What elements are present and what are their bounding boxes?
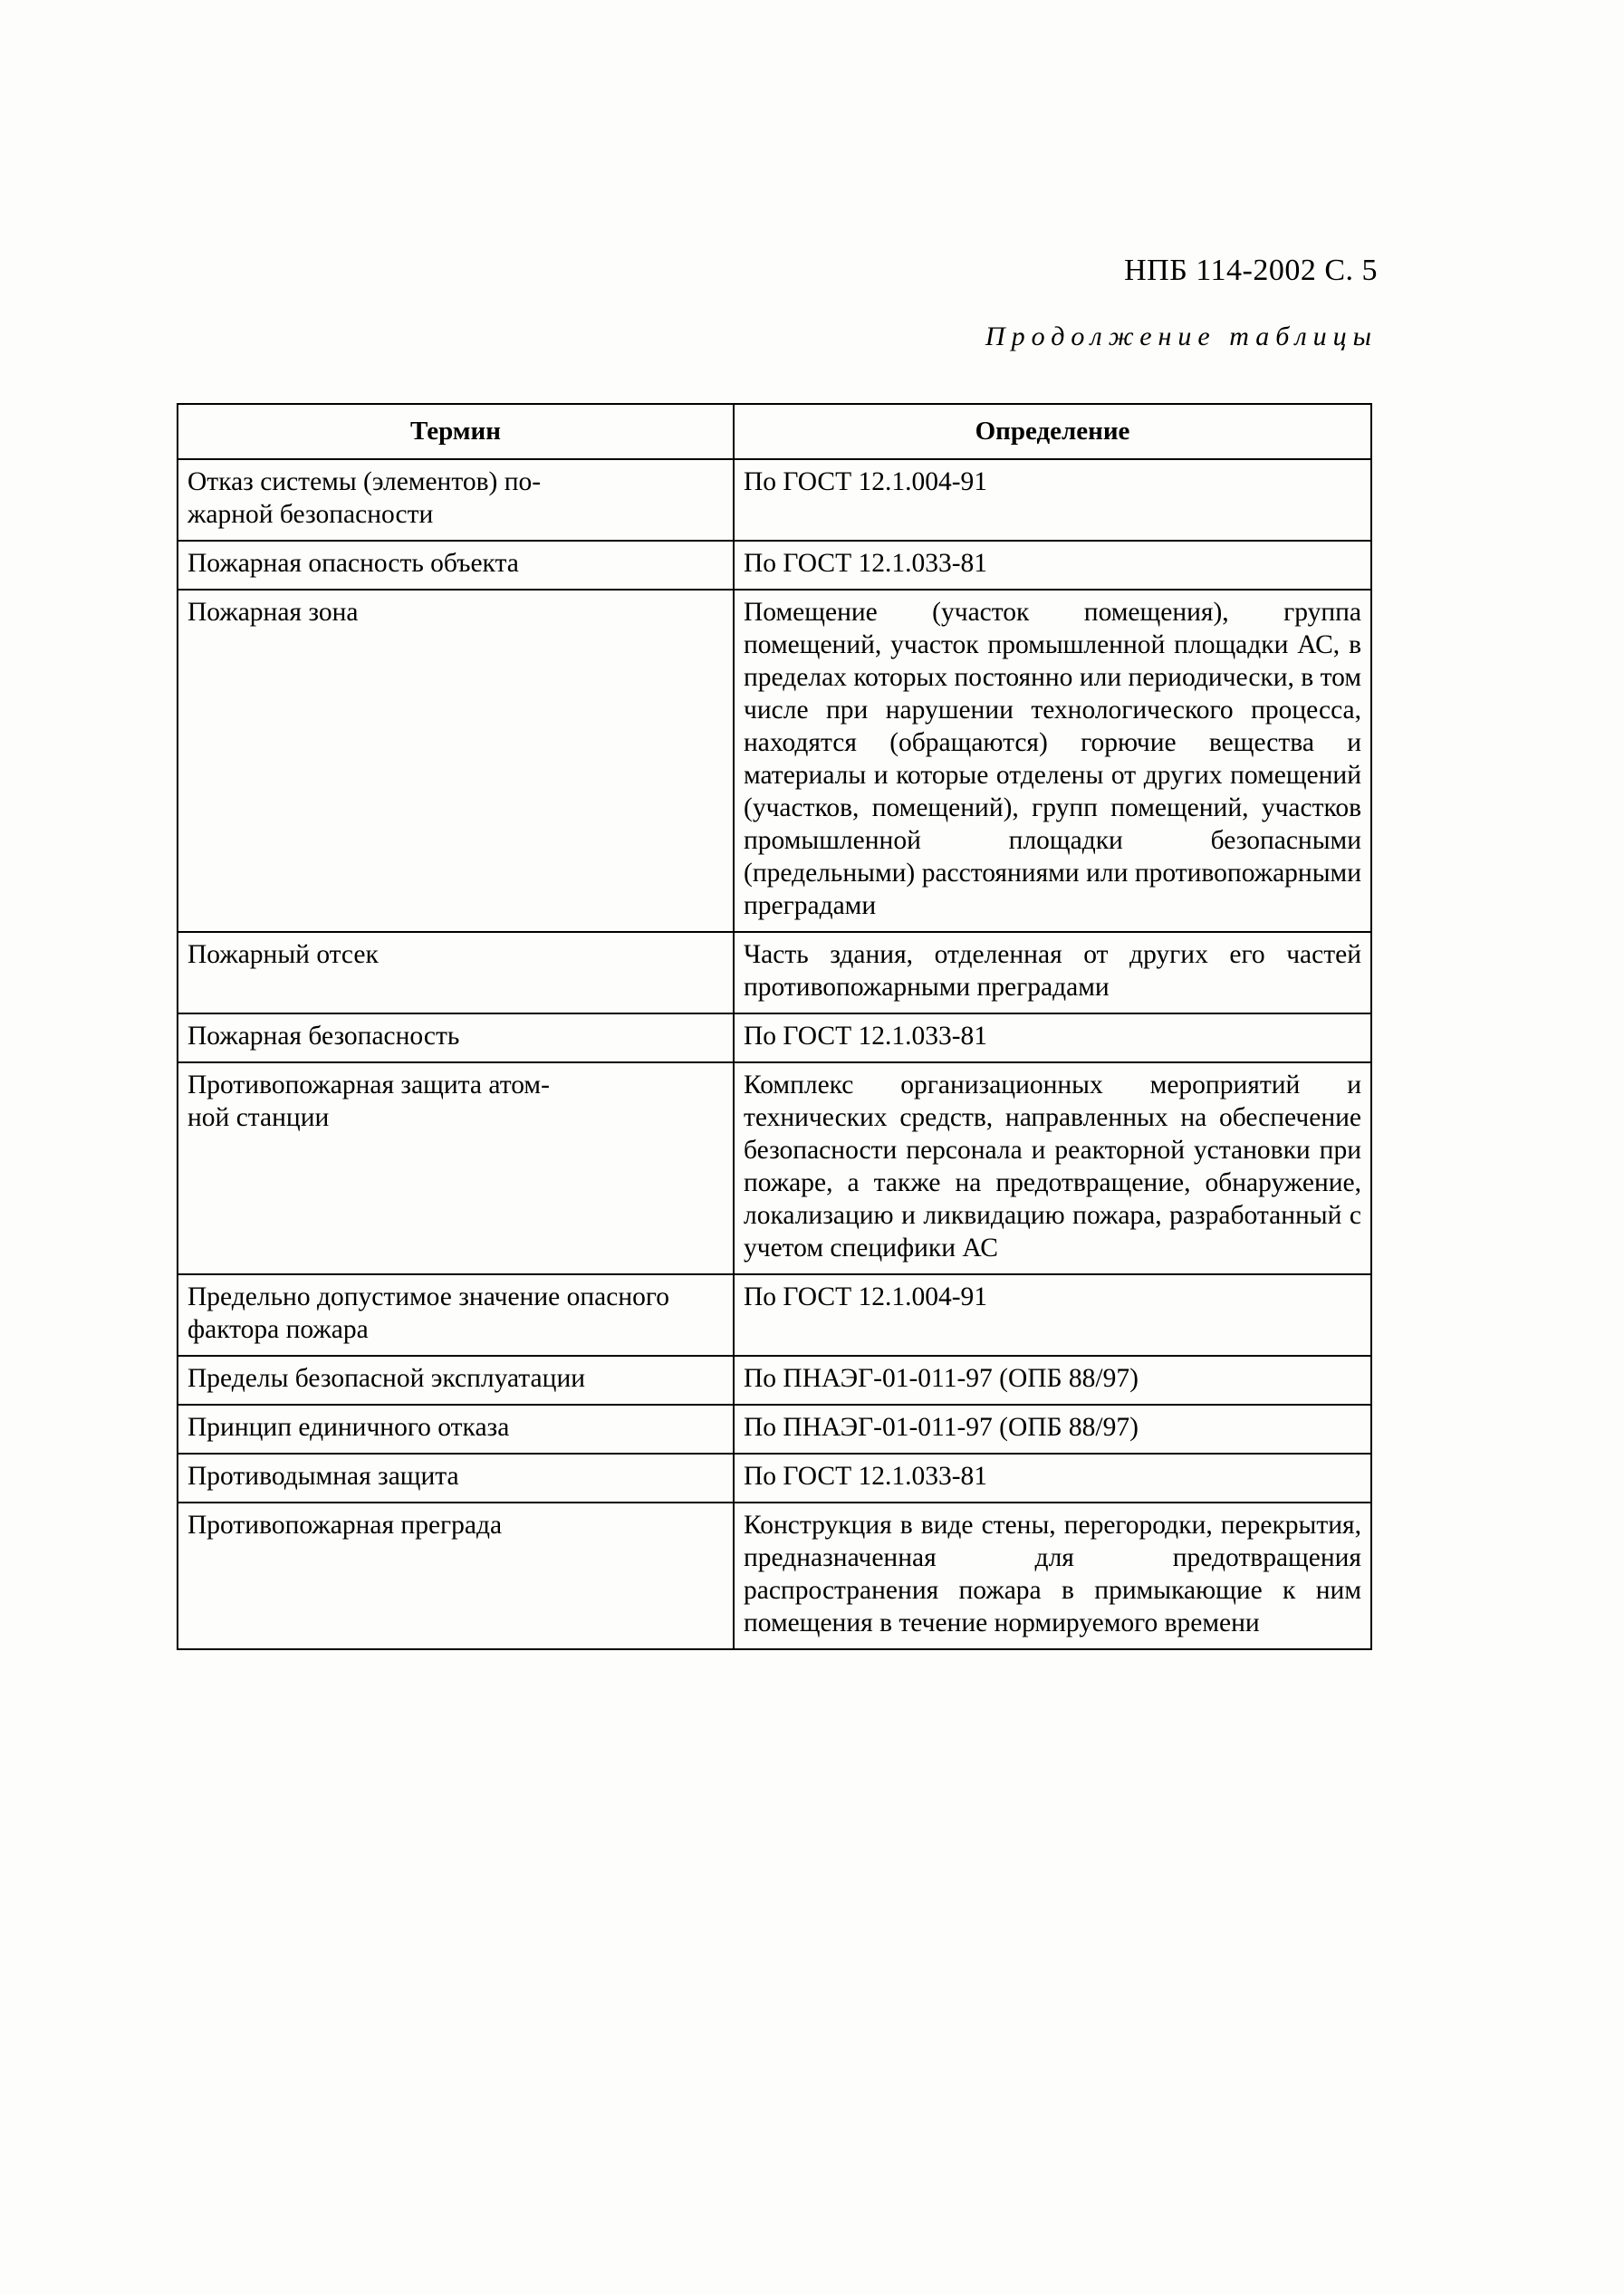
table-row <box>178 541 1371 590</box>
table-row <box>178 1356 1371 1405</box>
term-cell: Отказ системы (элементов) по- жарной безопасности <box>178 459 734 541</box>
term-cell: Противодымная защита <box>178 1454 734 1503</box>
term-cell: Противопожарная преграда <box>178 1503 734 1649</box>
column-header-term: Термин <box>178 404 734 459</box>
definition-cell: По ГОСТ 12.1.004-91 <box>734 1274 1371 1356</box>
term-cell: Пределы безопасной эксплуатации <box>178 1356 734 1405</box>
definition-cell: Конструкция в виде стены, перегородки, перекрытия, предназначенная для предотвращения распространения пожара в примыкающие к ним помещения в течение нормируемого времени <box>734 1503 1371 1649</box>
table-row <box>178 1454 1371 1503</box>
term-cell: Пожарный отсек <box>178 932 734 1013</box>
term-cell: Противопожарная защита атом- ной станции <box>178 1062 734 1274</box>
definition-cell: Комплекс организационных мероприятий и технических средств, направленных на обеспечение безопасности персонала и реакторной установки при пожаре, а также на предотвращение, обнаружение, локализацию и ликвидацию пожара, разработанный с учетом специфики АС <box>734 1062 1371 1274</box>
table-row <box>178 932 1371 1013</box>
table-continuation-note: Продолжение таблицы <box>985 322 1378 351</box>
term-cell: Пожарная опасность объекта <box>178 541 734 590</box>
term-cell: Предельно допустимое значение опасного фактора пожара <box>178 1274 734 1356</box>
definition-cell: По ГОСТ 12.1.033-81 <box>734 1013 1371 1062</box>
term-cell: Принцип единичного отказа <box>178 1405 734 1454</box>
table-row <box>178 1405 1371 1454</box>
table-row <box>178 1013 1371 1062</box>
table-row <box>178 1503 1371 1649</box>
term-cell: Пожарная безопасность <box>178 1013 734 1062</box>
definition-cell: По ПНАЭГ-01-011-97 (ОПБ 88/97) <box>734 1356 1371 1405</box>
table-row <box>178 1274 1371 1356</box>
table-row <box>178 1062 1371 1274</box>
page-header: НПБ 114-2002 С. 5 <box>1124 254 1378 287</box>
definition-cell: По ГОСТ 12.1.004-91 <box>734 459 1371 541</box>
table-row <box>178 459 1371 541</box>
definition-cell: По ГОСТ 12.1.033-81 <box>734 541 1371 590</box>
definition-cell: Часть здания, отделенная от других его частей противопожарными преградами <box>734 932 1371 1013</box>
table-header-row <box>178 404 1371 459</box>
terms-definitions-table <box>177 403 1372 1650</box>
column-header-definition: Определение <box>734 404 1371 459</box>
term-cell: Пожарная зона <box>178 590 734 932</box>
definition-cell: По ГОСТ 12.1.033-81 <box>734 1454 1371 1503</box>
definition-cell: Помещение (участок помещения), группа помещений, участок промышленной площадки АС, в пределах которых постоянно или периодически, в том числе при нарушении технологического процесса, находятся (обращаются) горючие вещества и материалы и которые отделены от других помещений (участков, помещений), групп помещений, участков промышленной площадки безопасными (предельными) расстояниями или противопожарными преградами <box>734 590 1371 932</box>
definition-cell: По ПНАЭГ-01-011-97 (ОПБ 88/97) <box>734 1405 1371 1454</box>
table-row <box>178 590 1371 932</box>
